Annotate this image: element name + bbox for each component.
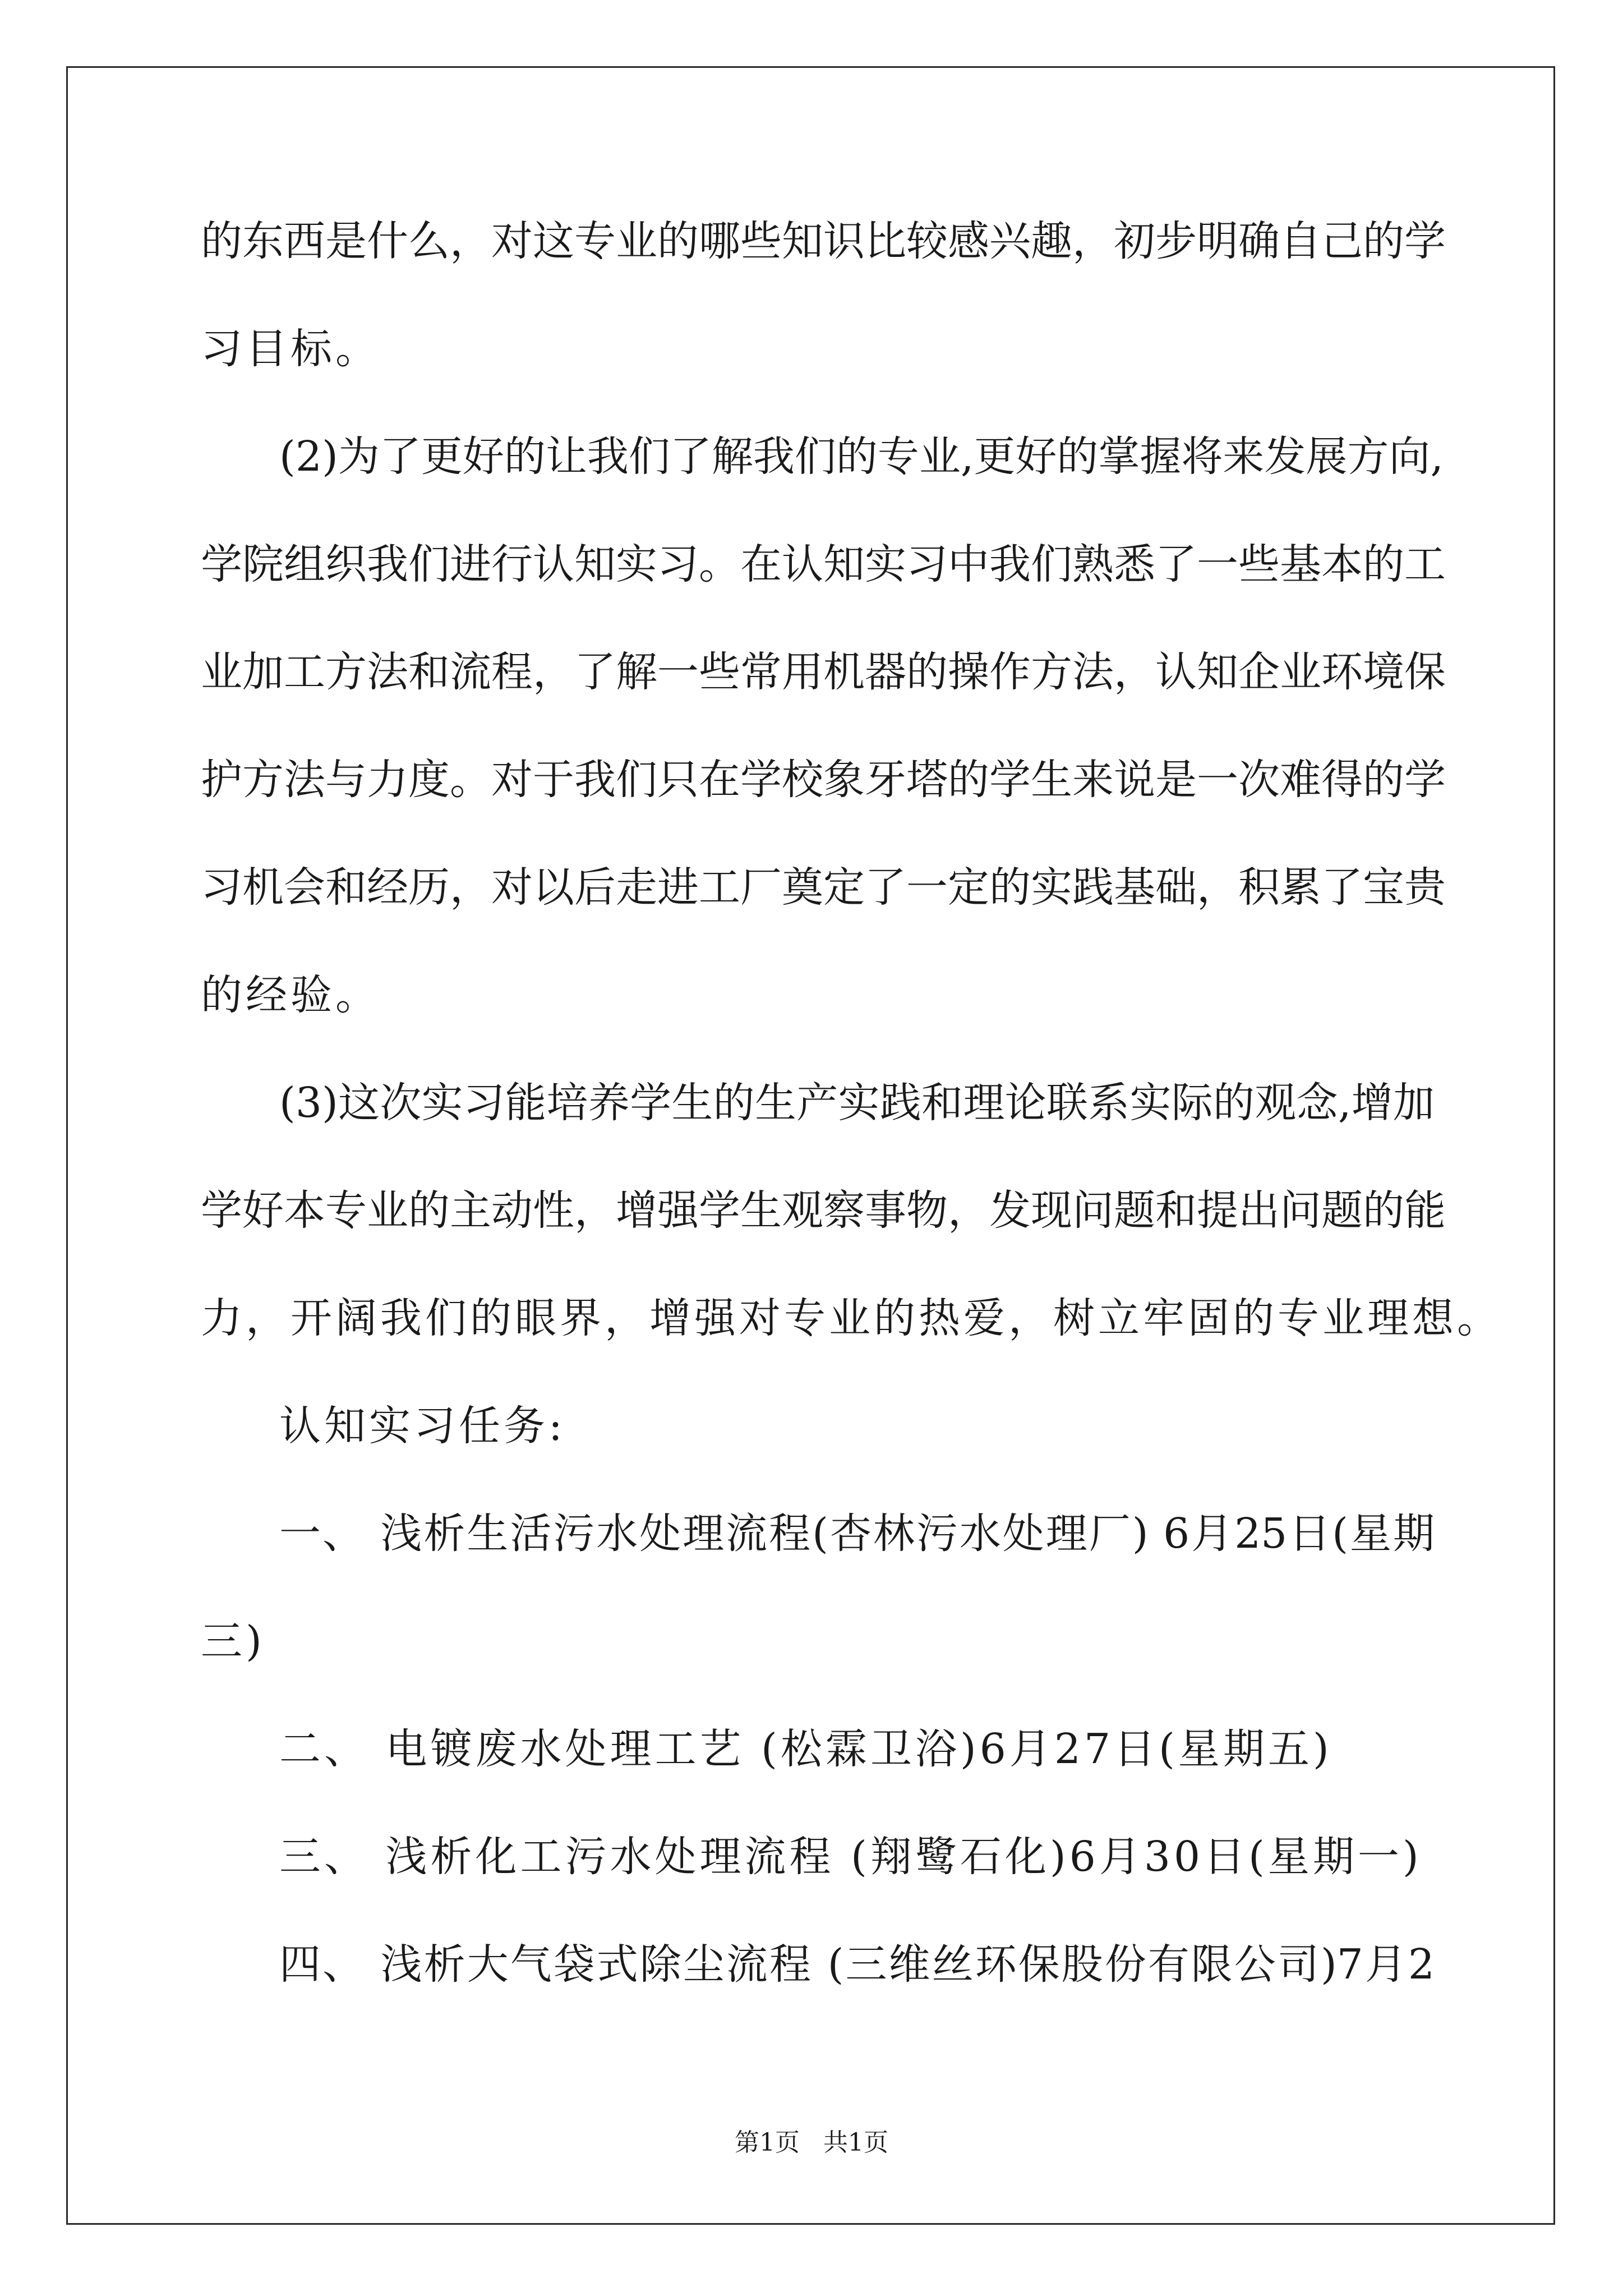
page-border [66, 66, 1555, 2225]
text-line: 习机会和经历，对以后走进工厂奠定了一定的实践基础，积累了宝贵 [201, 863, 1446, 912]
page-number: 第1页 共1页 [735, 2128, 888, 2157]
text-line: 力，开阔我们的眼界，增强对专业的热爱，树立牢固的专业理想。 [201, 1294, 1502, 1342]
section-heading: 认知实习任务: [279, 1402, 566, 1450]
text-line: (2)为了更好的让我们了解我们的专业,更好的掌握将来发展方向, [279, 432, 1444, 481]
text-line: 的经验。 [201, 971, 380, 1019]
text-line: 护方法与力度。对于我们只在学校象牙塔的学生来说是一次难得的学 [201, 756, 1446, 804]
text-line: 学院组织我们进行认知实习。在认知实习中我们熟悉了一些基本的工 [201, 540, 1446, 588]
text-line: 学好本专业的主动性，增强学生观察事物，发现问题和提出问题的能 [201, 1186, 1446, 1235]
text-line: 的东西是什么，对这专业的哪些知识比较感兴趣，初步明确自己的学 [201, 217, 1446, 265]
task-item: 四、 浅析大气袋式除尘流程 (三维丝环保股份有限公司)7月2 [279, 1940, 1435, 1989]
text-line: (3)这次实习能培养学生的生产实践和理论联系实际的观念,增加 [279, 1079, 1435, 1127]
task-item: 一、 浅析生活污水处理流程(杏林污水处理厂) 6月25日(星期 [279, 1510, 1435, 1558]
text-line: 三) [201, 1617, 265, 1665]
text-line: 习目标。 [201, 325, 380, 373]
text-line: 业加工方法和流程，了解一些常用机器的操作方法，认知企业环境保 [201, 648, 1446, 696]
task-item: 三、 浅析化工污水处理流程 (翔鹭石化)6月30日(星期一) [279, 1833, 1422, 1881]
task-item: 二、 电镀废水处理工艺 (松霖卫浴)6月27日(星期五) [279, 1725, 1332, 1773]
